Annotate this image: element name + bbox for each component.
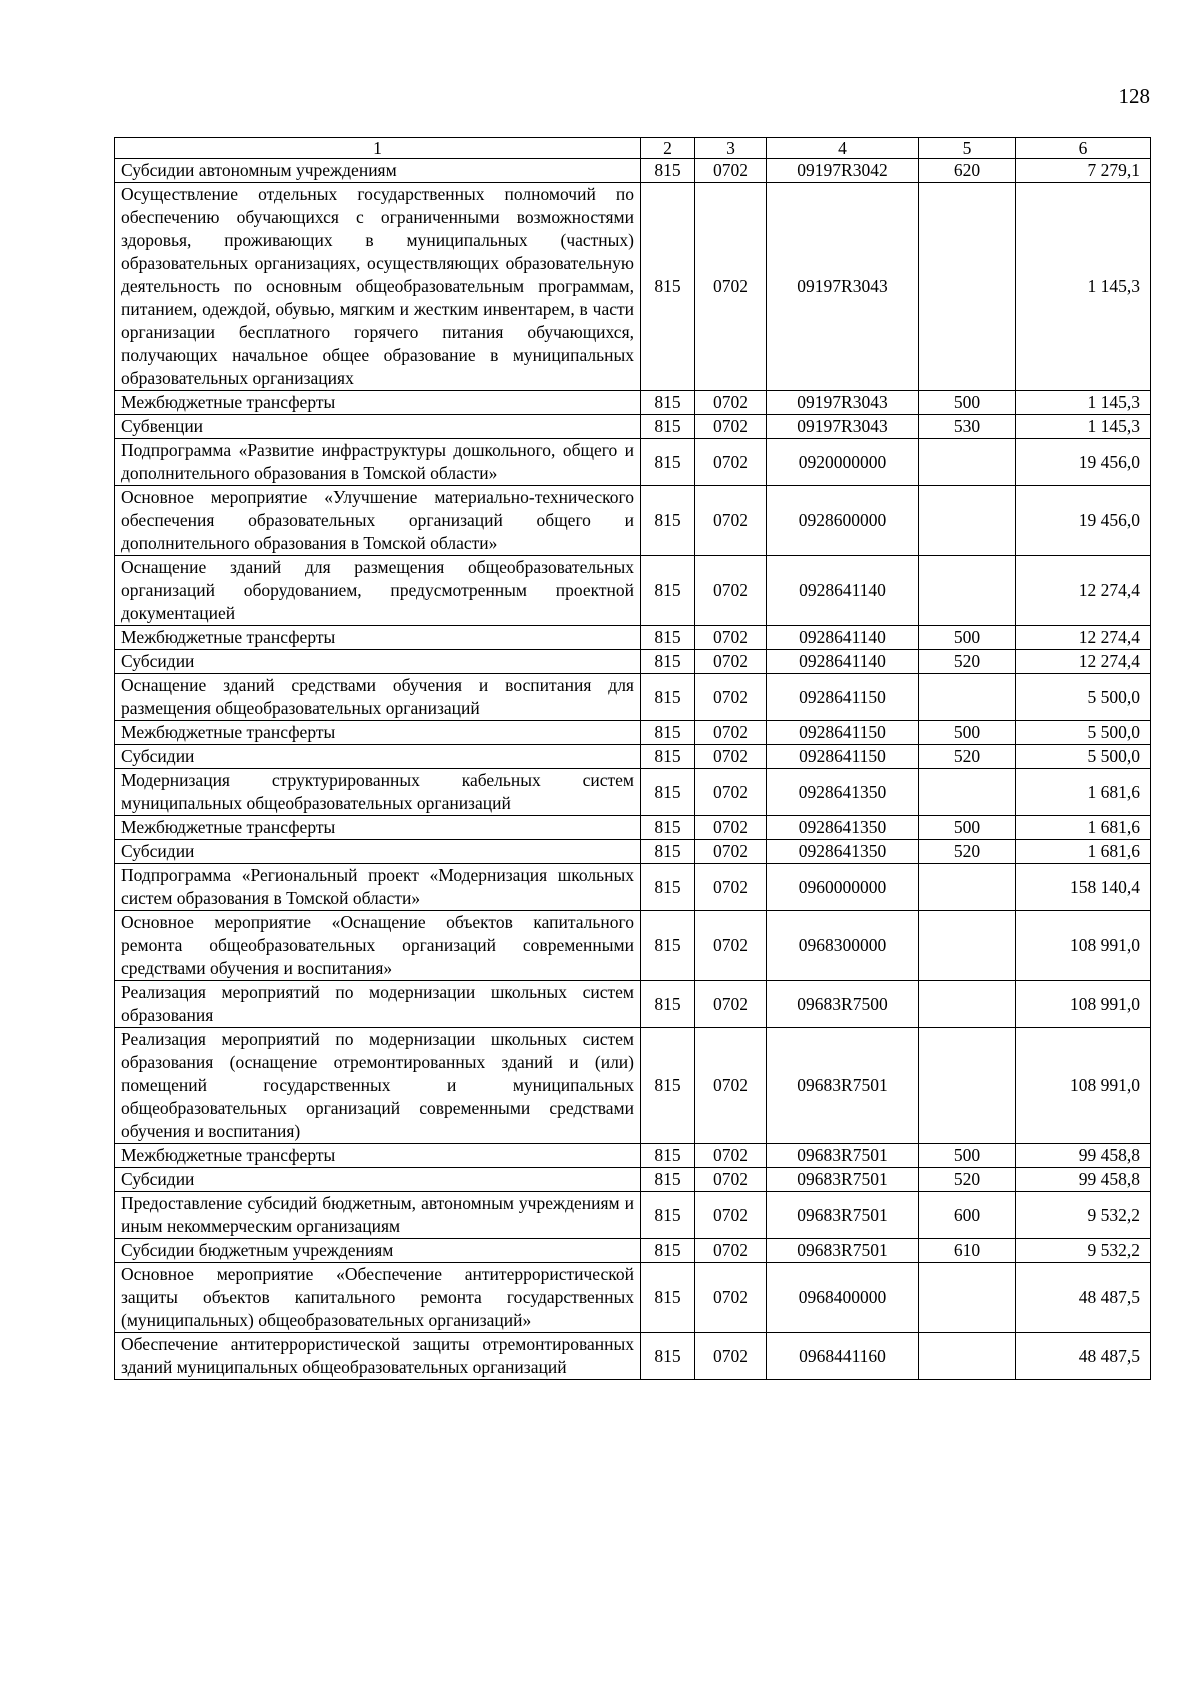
amount-cell: 1 145,3 xyxy=(1016,183,1151,391)
admin-code-cell: 815 xyxy=(641,183,695,391)
amount-cell: 19 456,0 xyxy=(1016,439,1151,486)
amount-cell: 99 458,8 xyxy=(1016,1168,1151,1192)
amount-cell: 1 681,6 xyxy=(1016,816,1151,840)
expense-type-cell: 500 xyxy=(919,1144,1016,1168)
admin-code-cell: 815 xyxy=(641,911,695,981)
table-row xyxy=(115,626,1151,650)
row-name-cell: Субсидии автономным учреждениям xyxy=(115,159,641,183)
admin-code-cell: 815 xyxy=(641,981,695,1028)
amount-cell: 12 274,4 xyxy=(1016,650,1151,674)
amount-cell: 108 991,0 xyxy=(1016,1028,1151,1144)
section-code-cell: 0702 xyxy=(695,864,767,911)
admin-code-cell: 815 xyxy=(641,769,695,816)
amount-cell: 99 458,8 xyxy=(1016,1144,1151,1168)
target-article-cell: 0928641150 xyxy=(767,721,919,745)
header-cell: 1 xyxy=(115,138,641,159)
row-name-cell: Субсидии xyxy=(115,840,641,864)
expense-type-cell: 500 xyxy=(919,626,1016,650)
row-name-cell: Межбюджетные трансферты xyxy=(115,391,641,415)
amount-cell: 5 500,0 xyxy=(1016,721,1151,745)
section-code-cell: 0702 xyxy=(695,183,767,391)
amount-cell: 1 145,3 xyxy=(1016,415,1151,439)
target-article-cell: 0928600000 xyxy=(767,486,919,556)
admin-code-cell: 815 xyxy=(641,486,695,556)
table-row xyxy=(115,1028,1151,1144)
row-name-cell: Межбюджетные трансферты xyxy=(115,1144,641,1168)
admin-code-cell: 815 xyxy=(641,745,695,769)
row-name-cell: Осуществление отдельных государственных полномочий по обеспечению обучающихся с ограниченными возможностями здоровья, проживающих в муниципальных (частных) образовательных организациях, осуществляющих образовательную деятельность по основным общеобразовательным программам, питанием, одеждой, обувью, мягким и жестким инвентарем, в части организации бесплатного горячего питания обучающихся, получающих начальное общее образование в муниципальных образовательных организациях xyxy=(115,183,641,391)
section-code-cell: 0702 xyxy=(695,1028,767,1144)
target-article-cell: 0968300000 xyxy=(767,911,919,981)
row-name-cell: Основное мероприятие «Оснащение объектов капитального ремонта общеобразовательных организаций современными средствами обучения и воспитания» xyxy=(115,911,641,981)
row-name-cell: Подпрограмма «Развитие инфраструктуры дошкольного, общего и дополнительного образования в Томской области» xyxy=(115,439,641,486)
section-code-cell: 0702 xyxy=(695,1333,767,1380)
row-name-cell: Обеспечение антитеррористической защиты отремонтированных зданий муниципальных общеобразовательных организаций xyxy=(115,1333,641,1380)
table-row xyxy=(115,556,1151,626)
admin-code-cell: 815 xyxy=(641,674,695,721)
expense-type-cell: 610 xyxy=(919,1239,1016,1263)
row-name-cell: Межбюджетные трансферты xyxy=(115,816,641,840)
target-article-cell: 0968441160 xyxy=(767,1333,919,1380)
section-code-cell: 0702 xyxy=(695,391,767,415)
amount-cell: 9 532,2 xyxy=(1016,1239,1151,1263)
target-article-cell: 09683R7501 xyxy=(767,1028,919,1144)
admin-code-cell: 815 xyxy=(641,650,695,674)
target-article-cell: 09683R7501 xyxy=(767,1144,919,1168)
expense-type-cell: 620 xyxy=(919,159,1016,183)
admin-code-cell: 815 xyxy=(641,1144,695,1168)
admin-code-cell: 815 xyxy=(641,1192,695,1239)
amount-cell: 5 500,0 xyxy=(1016,674,1151,721)
header-row xyxy=(115,138,1151,159)
table-row xyxy=(115,816,1151,840)
expense-type-cell: 500 xyxy=(919,391,1016,415)
target-article-cell: 0928641140 xyxy=(767,626,919,650)
row-name-cell: Основное мероприятие «Улучшение материально-технического обеспечения образовательных организаций общего и дополнительного образования в Томской области» xyxy=(115,486,641,556)
target-article-cell: 0928641350 xyxy=(767,840,919,864)
amount-cell: 1 681,6 xyxy=(1016,769,1151,816)
admin-code-cell: 815 xyxy=(641,1263,695,1333)
header-cell: 4 xyxy=(767,138,919,159)
table-row xyxy=(115,1333,1151,1380)
admin-code-cell: 815 xyxy=(641,415,695,439)
expense-type-cell xyxy=(919,981,1016,1028)
admin-code-cell: 815 xyxy=(641,391,695,415)
section-code-cell: 0702 xyxy=(695,674,767,721)
row-name-cell: Субсидии xyxy=(115,650,641,674)
table-row xyxy=(115,486,1151,556)
expense-type-cell xyxy=(919,1263,1016,1333)
table-row xyxy=(115,1168,1151,1192)
expense-type-cell xyxy=(919,674,1016,721)
admin-code-cell: 815 xyxy=(641,864,695,911)
amount-cell: 12 274,4 xyxy=(1016,626,1151,650)
amount-cell: 12 274,4 xyxy=(1016,556,1151,626)
amount-cell: 48 487,5 xyxy=(1016,1333,1151,1380)
target-article-cell: 09197R3043 xyxy=(767,415,919,439)
amount-cell: 48 487,5 xyxy=(1016,1263,1151,1333)
section-code-cell: 0702 xyxy=(695,415,767,439)
table-row xyxy=(115,1192,1151,1239)
table-row xyxy=(115,769,1151,816)
section-code-cell: 0702 xyxy=(695,981,767,1028)
section-code-cell: 0702 xyxy=(695,769,767,816)
page-number: 128 xyxy=(1118,84,1150,108)
expense-type-cell: 600 xyxy=(919,1192,1016,1239)
target-article-cell: 0928641350 xyxy=(767,816,919,840)
row-name-cell: Основное мероприятие «Обеспечение антитеррористической защиты объектов капитального ремонта государственных (муниципальных) общеобразовательных организаций» xyxy=(115,1263,641,1333)
expense-type-cell xyxy=(919,911,1016,981)
section-code-cell: 0702 xyxy=(695,840,767,864)
header-cell: 5 xyxy=(919,138,1016,159)
budget-table xyxy=(114,137,1151,1380)
target-article-cell: 0928641140 xyxy=(767,650,919,674)
expense-type-cell xyxy=(919,1028,1016,1144)
table-row xyxy=(115,864,1151,911)
section-code-cell: 0702 xyxy=(695,159,767,183)
expense-type-cell xyxy=(919,1333,1016,1380)
expense-type-cell: 500 xyxy=(919,721,1016,745)
expense-type-cell xyxy=(919,183,1016,391)
row-name-cell: Подпрограмма «Региональный проект «Модернизация школьных систем образования в Томской области» xyxy=(115,864,641,911)
target-article-cell: 09197R3043 xyxy=(767,183,919,391)
section-code-cell: 0702 xyxy=(695,626,767,650)
row-name-cell: Субсидии xyxy=(115,1168,641,1192)
table-row xyxy=(115,1144,1151,1168)
section-code-cell: 0702 xyxy=(695,1168,767,1192)
admin-code-cell: 815 xyxy=(641,721,695,745)
section-code-cell: 0702 xyxy=(695,721,767,745)
admin-code-cell: 815 xyxy=(641,159,695,183)
row-name-cell: Оснащение зданий для размещения общеобразовательных организаций оборудованием, предусмотренным проектной документацией xyxy=(115,556,641,626)
section-code-cell: 0702 xyxy=(695,439,767,486)
table-row xyxy=(115,981,1151,1028)
row-name-cell: Предоставление субсидий бюджетным, автономным учреждениям и иным некоммерческим организациям xyxy=(115,1192,641,1239)
section-code-cell: 0702 xyxy=(695,1263,767,1333)
amount-cell: 7 279,1 xyxy=(1016,159,1151,183)
section-code-cell: 0702 xyxy=(695,556,767,626)
admin-code-cell: 815 xyxy=(641,1168,695,1192)
table-row xyxy=(115,1239,1151,1263)
row-name-cell: Субсидии бюджетным учреждениям xyxy=(115,1239,641,1263)
amount-cell: 108 991,0 xyxy=(1016,981,1151,1028)
expense-type-cell xyxy=(919,439,1016,486)
target-article-cell: 0920000000 xyxy=(767,439,919,486)
target-article-cell: 09683R7501 xyxy=(767,1168,919,1192)
table-row xyxy=(115,439,1151,486)
target-article-cell: 0928641150 xyxy=(767,745,919,769)
admin-code-cell: 815 xyxy=(641,626,695,650)
admin-code-cell: 815 xyxy=(641,1333,695,1380)
expense-type-cell xyxy=(919,556,1016,626)
expense-type-cell xyxy=(919,486,1016,556)
row-name-cell: Субсидии xyxy=(115,745,641,769)
row-name-cell: Модернизация структурированных кабельных систем муниципальных общеобразовательных организаций xyxy=(115,769,641,816)
amount-cell: 1 145,3 xyxy=(1016,391,1151,415)
row-name-cell: Реализация мероприятий по модернизации школьных систем образования (оснащение отремонтированных зданий и (или) помещений государственных и муниципальных общеобразовательных организаций современными средствами обучения и воспитания) xyxy=(115,1028,641,1144)
amount-cell: 5 500,0 xyxy=(1016,745,1151,769)
expense-type-cell xyxy=(919,769,1016,816)
expense-type-cell: 520 xyxy=(919,1168,1016,1192)
target-article-cell: 09683R7501 xyxy=(767,1192,919,1239)
expense-type-cell: 500 xyxy=(919,816,1016,840)
table-row xyxy=(115,415,1151,439)
admin-code-cell: 815 xyxy=(641,1028,695,1144)
expense-type-cell: 520 xyxy=(919,650,1016,674)
target-article-cell: 0928641350 xyxy=(767,769,919,816)
section-code-cell: 0702 xyxy=(695,911,767,981)
amount-cell: 19 456,0 xyxy=(1016,486,1151,556)
target-article-cell: 09683R7500 xyxy=(767,981,919,1028)
table-row xyxy=(115,391,1151,415)
header-cell: 2 xyxy=(641,138,695,159)
row-name-cell: Оснащение зданий средствами обучения и воспитания для размещения общеобразовательных организаций xyxy=(115,674,641,721)
expense-type-cell: 520 xyxy=(919,840,1016,864)
header-cell: 3 xyxy=(695,138,767,159)
table-row xyxy=(115,183,1151,391)
table-row xyxy=(115,1263,1151,1333)
section-code-cell: 0702 xyxy=(695,650,767,674)
admin-code-cell: 815 xyxy=(641,816,695,840)
section-code-cell: 0702 xyxy=(695,1239,767,1263)
table-row xyxy=(115,674,1151,721)
row-name-cell: Субвенции xyxy=(115,415,641,439)
target-article-cell: 09683R7501 xyxy=(767,1239,919,1263)
section-code-cell: 0702 xyxy=(695,1192,767,1239)
target-article-cell: 0928641150 xyxy=(767,674,919,721)
admin-code-cell: 815 xyxy=(641,840,695,864)
expense-type-cell xyxy=(919,864,1016,911)
row-name-cell: Межбюджетные трансферты xyxy=(115,721,641,745)
expense-type-cell: 520 xyxy=(919,745,1016,769)
table-row xyxy=(115,159,1151,183)
target-article-cell: 0960000000 xyxy=(767,864,919,911)
table-row xyxy=(115,840,1151,864)
header-cell: 6 xyxy=(1016,138,1151,159)
section-code-cell: 0702 xyxy=(695,486,767,556)
admin-code-cell: 815 xyxy=(641,556,695,626)
amount-cell: 1 681,6 xyxy=(1016,840,1151,864)
row-name-cell: Межбюджетные трансферты xyxy=(115,626,641,650)
target-article-cell: 09197R3043 xyxy=(767,391,919,415)
table-row xyxy=(115,745,1151,769)
row-name-cell: Реализация мероприятий по модернизации школьных систем образования xyxy=(115,981,641,1028)
amount-cell: 9 532,2 xyxy=(1016,1192,1151,1239)
table-row xyxy=(115,650,1151,674)
target-article-cell: 0928641140 xyxy=(767,556,919,626)
amount-cell: 108 991,0 xyxy=(1016,911,1151,981)
table-row xyxy=(115,911,1151,981)
table-row xyxy=(115,721,1151,745)
expense-type-cell: 530 xyxy=(919,415,1016,439)
section-code-cell: 0702 xyxy=(695,816,767,840)
section-code-cell: 0702 xyxy=(695,745,767,769)
section-code-cell: 0702 xyxy=(695,1144,767,1168)
target-article-cell: 09197R3042 xyxy=(767,159,919,183)
admin-code-cell: 815 xyxy=(641,1239,695,1263)
amount-cell: 158 140,4 xyxy=(1016,864,1151,911)
target-article-cell: 0968400000 xyxy=(767,1263,919,1333)
admin-code-cell: 815 xyxy=(641,439,695,486)
